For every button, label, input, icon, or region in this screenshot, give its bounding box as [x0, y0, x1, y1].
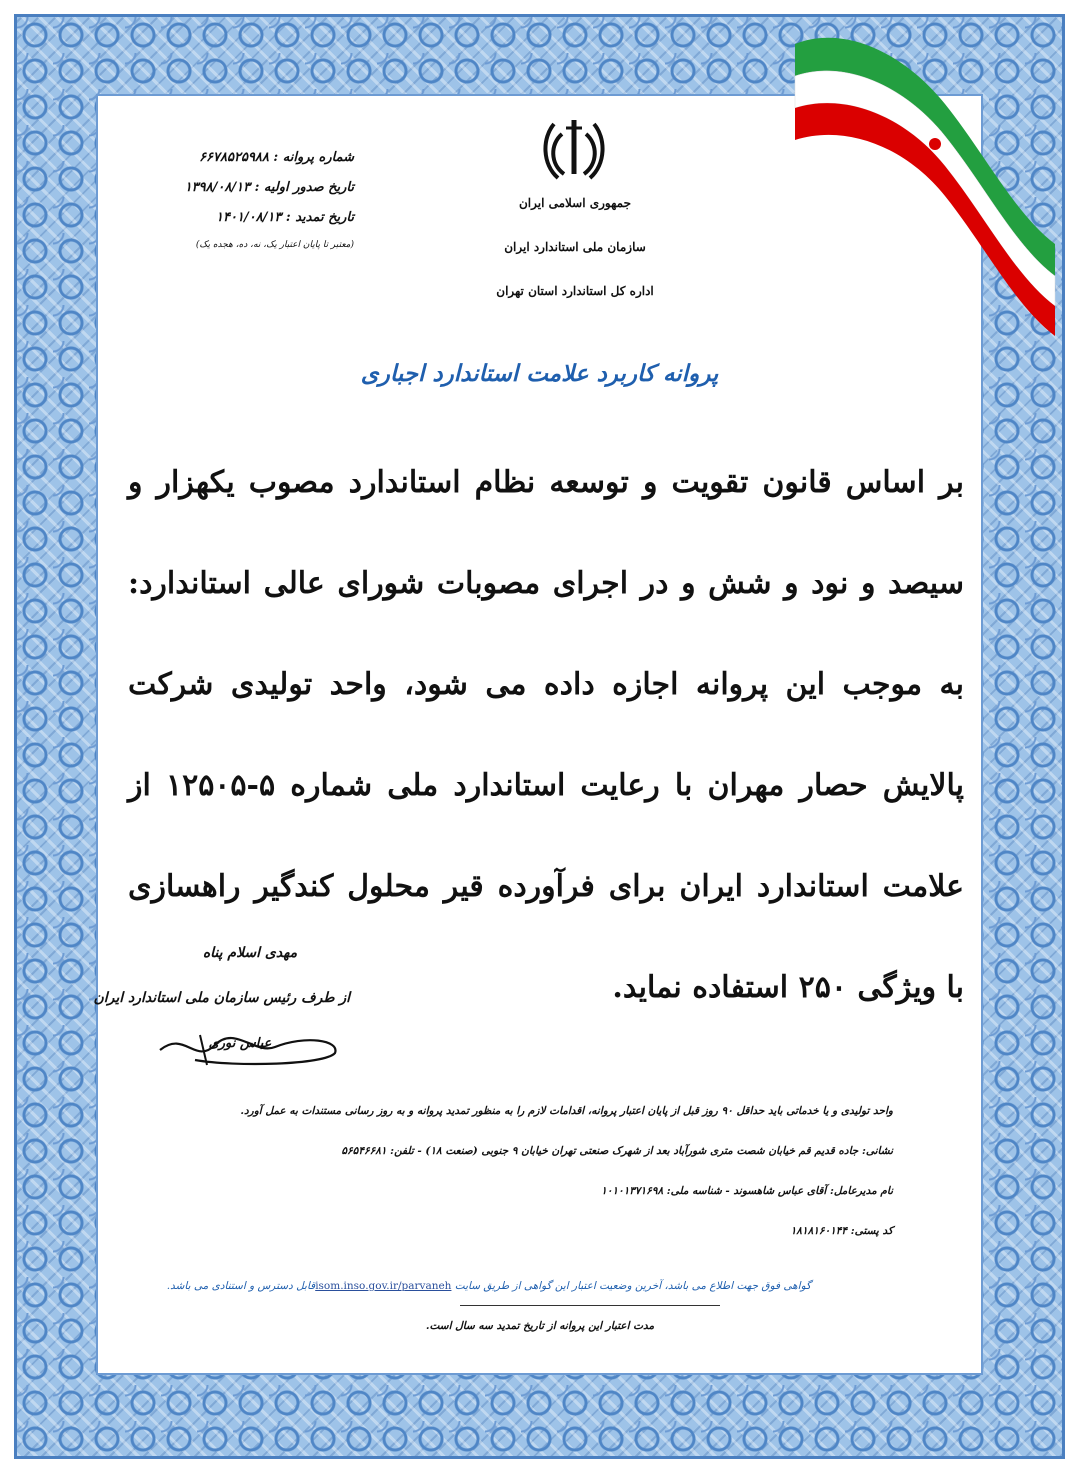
- renew-date: تاریخ تمدید : ۱۴۰۱/۰۸/۱۳: [215, 210, 354, 225]
- verification-line: گواهی فوق جهت اطلاع می باشد، آخرین وضعیت اعتبار این گواهی از طریق سایت isom.inso.gov.ir/parvanehقابل دسترس و استنادی می باشد.: [166, 1280, 811, 1292]
- certificate-title: پروانه کاربرد علامت استاندارد اجباری: [360, 360, 719, 387]
- footer-address: نشانی: جاده قدیم قم خیابان شصت متری شورآباد بعد از شهرک صنعتی تهران خیابان ۹ جنوبی (صنعت ۱۸) - تلفن: ۵۶۵۴۶۶۸۱: [341, 1145, 893, 1157]
- footer-postal-code: کد پستی: ۱۸۱۸۱۶۰۱۴۴: [790, 1225, 893, 1237]
- issue-date: تاریخ صدور اولیه : ۱۳۹۸/۰۸/۱۳: [184, 180, 354, 195]
- license-number: شماره پروانه : ۶۶۷۸۵۲۵۹۸۸: [199, 150, 354, 165]
- iran-emblem-icon: [540, 114, 608, 182]
- signatory-name: مهدی اسلام پناه: [202, 945, 298, 961]
- divider: [460, 1305, 720, 1306]
- header-dept: اداره کل استاندارد استان تهران: [496, 284, 654, 298]
- footer-manager: نام مدیرعامل: آقای عباس شاهسوند - شناسه ملی: ۱۰۱۰۱۳۷۱۶۹۸: [601, 1185, 893, 1197]
- header-org: سازمان ملی استاندارد ایران: [504, 240, 646, 254]
- validity-note: (معتبر تا پایان اعتبار یک، نه، ده، هجده یک): [195, 240, 354, 250]
- validity-period-note: مدت اعتبار این پروانه از تاریخ تمدید سه سال است.: [425, 1320, 655, 1332]
- verification-link[interactable]: isom.inso.gov.ir/parvaneh: [315, 1280, 452, 1292]
- signatory-role: از طرف رئیس سازمان ملی استاندارد ایران: [93, 990, 350, 1006]
- footer-renewal-note: واحد تولیدی و یا خدماتی باید حداقل ۹۰ روز قبل از پایان اعتبار پروانه، اقدامات لازم را به منظور تمدید پروانه و به روز رسانی مستندات به عمل آورد.: [240, 1105, 893, 1117]
- header-country: جمهوری اسلامی ایران: [518, 196, 632, 210]
- iran-flag-image: [785, 14, 1065, 344]
- certificate-body: بر اساس قانون تقویت و توسعه نظام استاندارد مصوب یکهزار و سیصد و نود و شش و در اجرای مصوبات شورای عالی استاندارد: به موجب این پروانه اجازه داده می شود، واحد تولیدی شرکت پالایش حصار مهران با رعایت استاندارد ملی شماره ۵-۱۲۵۰۵ از علامت استاندارد ایران برای فرآورده قیر محلول کندگیر راهسازی با ویژگی ۲۵۰ استفاده نماید.: [128, 465, 964, 1005]
- signature-text: عباس نوری: [208, 1036, 272, 1051]
